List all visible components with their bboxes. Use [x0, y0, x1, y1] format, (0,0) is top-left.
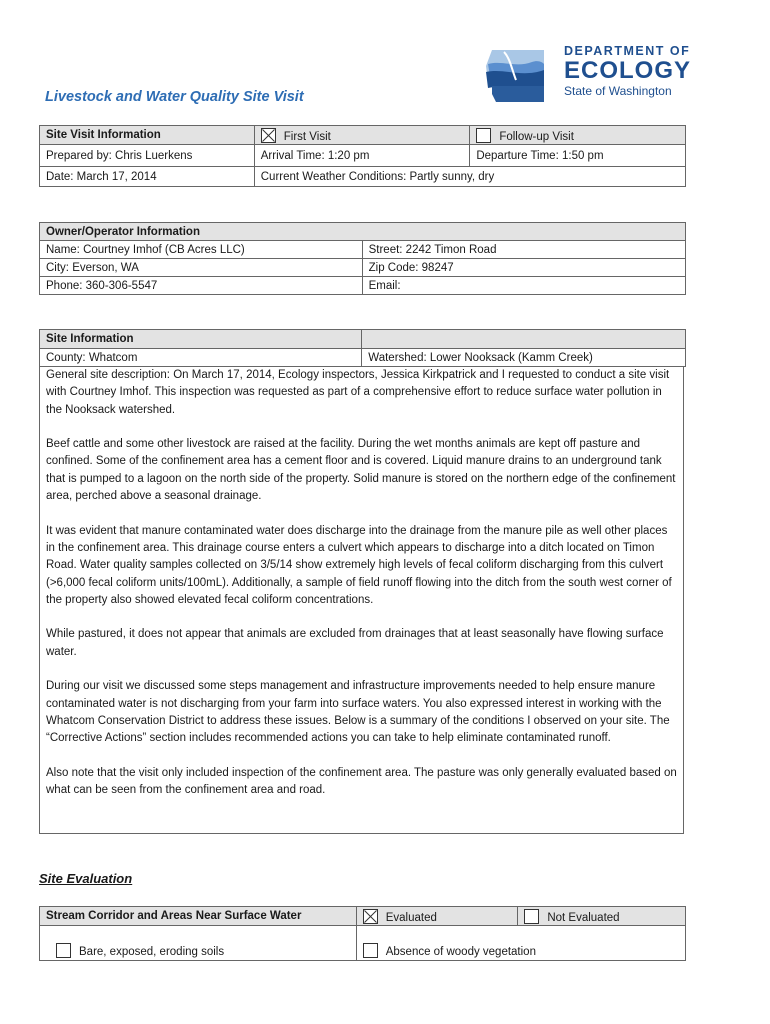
ecology-logo — [482, 44, 692, 104]
followup-visit-checkbox[interactable] — [476, 128, 491, 143]
description-paragraph: General site description: On March 17, 2014, Ecology inspectors, Jessica Kirkpatrick and I requested to conduct a site visit with Courtney Imhof. This inspection was requested as part of a comprehensive effort to reduce surface water pollution in the Nooksack watershed. — [46, 369, 670, 416]
site-description — [39, 366, 684, 834]
weather-conditions: Current Weather Conditions: Partly sunny, dry — [254, 167, 685, 187]
departure-time: Departure Time: 1:50 pm — [470, 145, 686, 167]
logo-department-text: DEPARTMENT OF — [564, 44, 691, 58]
owner-city: City: Everson, WA — [40, 259, 363, 277]
owner-name: Name: Courtney Imhof (CB Acres LLC) — [40, 241, 363, 259]
prepared-by: Prepared by: Chris Luerkens — [40, 145, 255, 167]
site-visit-table — [39, 125, 686, 187]
woody-vegetation-label: Absence of woody vegetation — [385, 946, 536, 958]
site-county: County: Whatcom — [40, 349, 362, 367]
description-paragraph: Beef cattle and some other livestock are raised at the facility. During the wet months animals are kept off pasture and confined. Some of the confinement area has a cement floor and is covered. Liquid manure drains to an underground tank that is pumped to a lagoon on the north side of the property. Solid manure is stored on the northern edge of the confinement area, perched above a seasonal drainage. — [46, 438, 676, 503]
description-paragraph: It was evident that manure contaminated water does discharge into the drainage from the manure pile as well other places in the confinement area. This drainage course enters a culvert which appears to discharge into a ditch located on Timon Road. Water quality samples collected on 3/5/14 show extremely high levels of fecal coliform discharging from this culvert (>6,000 fecal coliform units/100mL). Additionally, a sample of field runoff flowing into the ditch from the south west corner of the property also showed elevated fecal coliform concentrations. — [46, 524, 672, 606]
site-evaluation-title: Site Evaluation — [39, 871, 133, 886]
site-visit-header: Site Visit Information — [40, 126, 255, 145]
not-evaluated-checkbox[interactable] — [524, 909, 539, 924]
evaluated-checkbox[interactable] — [363, 909, 378, 924]
bare-soils-checkbox[interactable] — [56, 943, 71, 958]
followup-visit-label: Follow-up Visit — [499, 130, 574, 143]
logo-state-text: State of Washington — [564, 84, 672, 98]
bare-soils-option[interactable] — [40, 926, 357, 961]
site-information-header: Site Information — [40, 330, 362, 349]
woody-vegetation-option[interactable] — [356, 926, 685, 961]
first-visit-label: First Visit — [283, 130, 331, 143]
description-paragraph: During our visit we discussed some steps management and infrastructure improvements needed to help ensure manure contaminated water is not discharging from your farm into surface waters. You also expressed interest in working with the Whatcom Conservation District to address these issues. Below is a summary of the conditions I observed on your site. The “Corrective Actions” section includes recommended actions you can take to help eliminate contaminated runoff. — [46, 680, 670, 745]
first-visit-checkbox[interactable] — [261, 128, 276, 143]
site-information-table — [39, 329, 686, 367]
site-information-header-blank — [362, 330, 686, 349]
owner-operator-table — [39, 222, 686, 295]
visit-date: Date: March 17, 2014 — [40, 167, 255, 187]
description-paragraph: While pastured, it does not appear that animals are excluded from drainages that at least seasonally have flowing surface water. — [46, 628, 664, 658]
owner-phone: Phone: 360-306-5547 — [40, 277, 363, 295]
owner-email: Email: — [362, 277, 685, 295]
first-visit-option[interactable] — [254, 126, 470, 145]
stream-corridor-header: Stream Corridor and Areas Near Surface Water — [40, 907, 357, 926]
not-evaluated-label: Not Evaluated — [547, 911, 620, 924]
not-evaluated-option[interactable] — [518, 907, 686, 926]
stream-corridor-table — [39, 906, 686, 961]
logo-ecology-text: ECOLOGY — [564, 57, 692, 84]
document-title: Livestock and Water Quality Site Visit — [45, 89, 304, 105]
owner-street: Street: 2242 Timon Road — [362, 241, 685, 259]
owner-zip: Zip Code: 98247 — [362, 259, 685, 277]
woody-vegetation-checkbox[interactable] — [363, 943, 378, 958]
arrival-time: Arrival Time: 1:20 pm — [254, 145, 470, 167]
owner-operator-header: Owner/Operator Information — [40, 223, 686, 241]
description-paragraph: Also note that the visit only included inspection of the confinement area. The pasture was only generally evaluated based on what can be seen from the confinement area and road. — [46, 766, 677, 797]
logo-wordmark — [564, 44, 694, 98]
evaluated-label: Evaluated — [385, 911, 437, 924]
washington-state-map-icon — [482, 46, 560, 104]
bare-soils-label: Bare, exposed, eroding soils — [79, 946, 225, 958]
evaluated-option[interactable] — [356, 907, 518, 926]
followup-visit-option[interactable] — [470, 126, 686, 145]
site-watershed: Watershed: Lower Nooksack (Kamm Creek) — [362, 349, 686, 367]
